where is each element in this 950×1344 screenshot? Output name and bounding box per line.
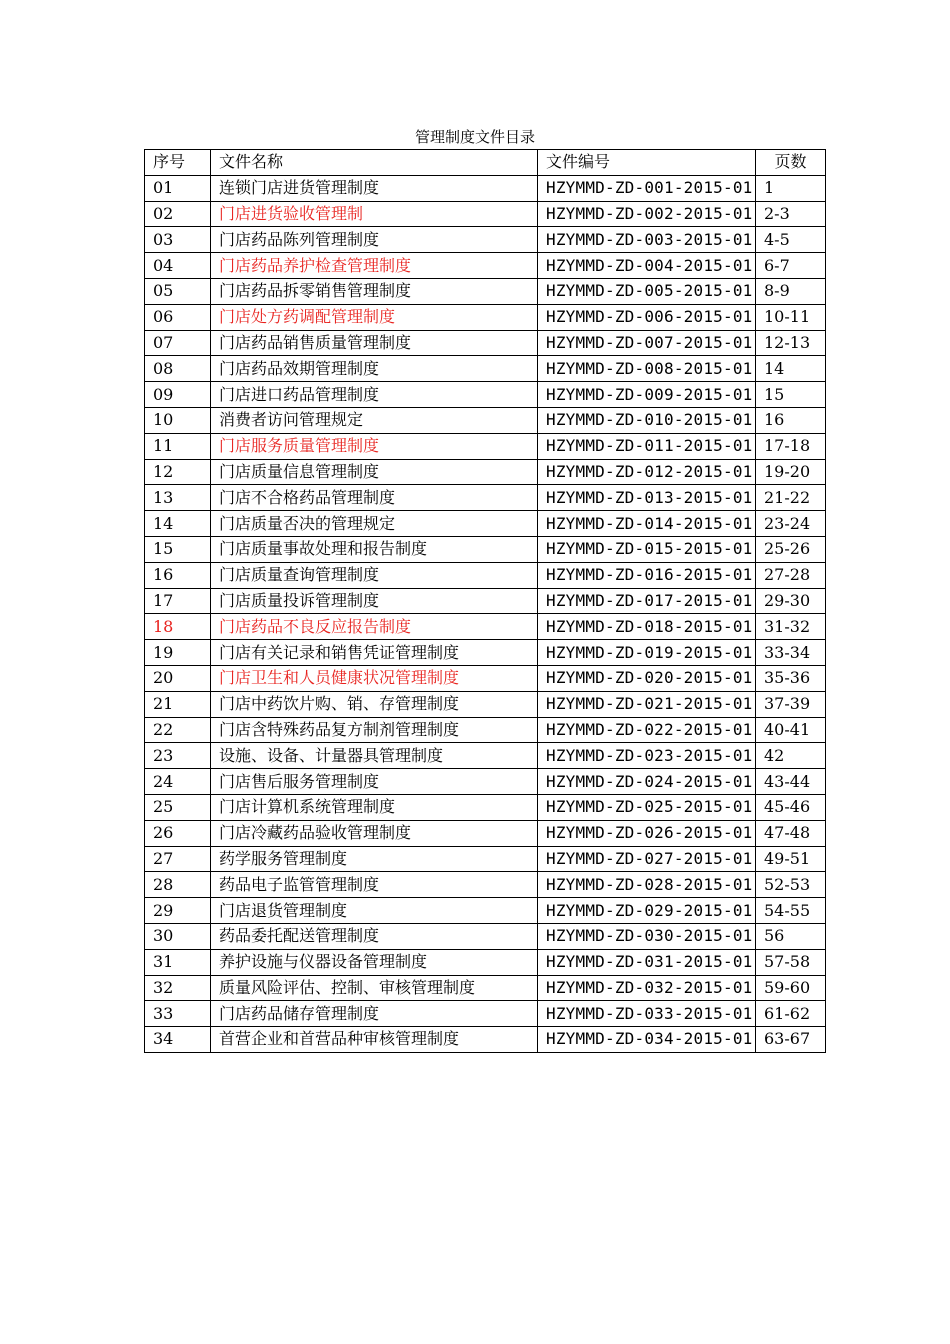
row-page-range: 57-58: [756, 949, 826, 975]
row-serial-number: 24: [145, 769, 211, 795]
row-file-name: 门店进货验收管理制: [211, 201, 538, 227]
row-file-code: HZYMMD-ZD-016-2015-01: [538, 562, 756, 588]
row-page-range: 10-11: [756, 304, 826, 330]
row-file-code: HZYMMD-ZD-032-2015-01: [538, 975, 756, 1001]
row-serial-number: 03: [145, 227, 211, 253]
row-file-code: HZYMMD-ZD-026-2015-01: [538, 820, 756, 846]
row-file-code: HZYMMD-ZD-034-2015-01: [538, 1027, 756, 1053]
row-file-code: HZYMMD-ZD-021-2015-01: [538, 691, 756, 717]
row-file-name: 门店药品储存管理制度: [211, 1001, 538, 1027]
table-row: [145, 407, 826, 433]
row-file-code: HZYMMD-ZD-011-2015-01: [538, 433, 756, 459]
row-page-range: 16: [756, 407, 826, 433]
header-page-count: 页数: [756, 150, 826, 176]
row-serial-number: 11: [145, 433, 211, 459]
row-page-range: 12-13: [756, 330, 826, 356]
row-serial-number: 10: [145, 407, 211, 433]
row-page-range: 2-3: [756, 201, 826, 227]
row-serial-number: 20: [145, 665, 211, 691]
row-file-name: 门店含特殊药品复方制剂管理制度: [211, 717, 538, 743]
row-file-code: HZYMMD-ZD-019-2015-01: [538, 640, 756, 666]
table-row: [145, 382, 826, 408]
row-file-code: HZYMMD-ZD-027-2015-01: [538, 846, 756, 872]
row-page-range: 4-5: [756, 227, 826, 253]
row-file-name: 设施、设备、计量器具管理制度: [211, 743, 538, 769]
row-file-name: 门店处方药调配管理制度: [211, 304, 538, 330]
table-row: [145, 743, 826, 769]
row-file-code: HZYMMD-ZD-017-2015-01: [538, 588, 756, 614]
table-header-row: [145, 150, 826, 176]
row-serial-number: 12: [145, 459, 211, 485]
row-page-range: 21-22: [756, 485, 826, 511]
row-serial-number: 25: [145, 794, 211, 820]
row-file-code: HZYMMD-ZD-014-2015-01: [538, 511, 756, 537]
header-serial-number: 序号: [145, 150, 211, 176]
table-row: [145, 227, 826, 253]
row-page-range: 1: [756, 175, 826, 201]
row-page-range: 27-28: [756, 562, 826, 588]
row-page-range: 56: [756, 923, 826, 949]
row-page-range: 47-48: [756, 820, 826, 846]
row-file-code: HZYMMD-ZD-005-2015-01: [538, 278, 756, 304]
row-file-code: HZYMMD-ZD-022-2015-01: [538, 717, 756, 743]
row-serial-number: 16: [145, 562, 211, 588]
row-file-name: 消费者访问管理规定: [211, 407, 538, 433]
row-page-range: 23-24: [756, 511, 826, 537]
table-row: [145, 872, 826, 898]
row-page-range: 15: [756, 382, 826, 408]
row-file-code: HZYMMD-ZD-003-2015-01: [538, 227, 756, 253]
table-row: [145, 665, 826, 691]
row-file-name: 门店质量投诉管理制度: [211, 588, 538, 614]
row-file-code: HZYMMD-ZD-030-2015-01: [538, 923, 756, 949]
row-file-code: HZYMMD-ZD-024-2015-01: [538, 769, 756, 795]
row-file-name: 门店售后服务管理制度: [211, 769, 538, 795]
row-page-range: 35-36: [756, 665, 826, 691]
row-file-name: 质量风险评估、控制、审核管理制度: [211, 975, 538, 1001]
row-file-name: 养护设施与仪器设备管理制度: [211, 949, 538, 975]
row-file-code: HZYMMD-ZD-031-2015-01: [538, 949, 756, 975]
row-file-code: HZYMMD-ZD-007-2015-01: [538, 330, 756, 356]
table-row: [145, 253, 826, 279]
row-file-code: HZYMMD-ZD-008-2015-01: [538, 356, 756, 382]
row-file-name: 门店药品不良反应报告制度: [211, 614, 538, 640]
row-page-range: 54-55: [756, 898, 826, 924]
table-row: [145, 1001, 826, 1027]
row-page-range: 17-18: [756, 433, 826, 459]
table-body: [145, 175, 826, 1052]
row-serial-number: 06: [145, 304, 211, 330]
row-page-range: 43-44: [756, 769, 826, 795]
row-file-code: HZYMMD-ZD-010-2015-01: [538, 407, 756, 433]
row-file-code: HZYMMD-ZD-006-2015-01: [538, 304, 756, 330]
row-file-code: HZYMMD-ZD-029-2015-01: [538, 898, 756, 924]
row-file-name: 药学服务管理制度: [211, 846, 538, 872]
row-file-name: 门店计算机系统管理制度: [211, 794, 538, 820]
row-file-code: HZYMMD-ZD-020-2015-01: [538, 665, 756, 691]
document-title: 管理制度文件目录: [414, 128, 535, 146]
row-serial-number: 26: [145, 820, 211, 846]
table-row: [145, 717, 826, 743]
header-file-code: 文件编号: [538, 150, 756, 176]
row-serial-number: 32: [145, 975, 211, 1001]
row-file-code: HZYMMD-ZD-012-2015-01: [538, 459, 756, 485]
table-row: [145, 278, 826, 304]
row-file-name: 门店中药饮片购、销、存管理制度: [211, 691, 538, 717]
row-page-range: 8-9: [756, 278, 826, 304]
table-row: [145, 923, 826, 949]
row-file-code: HZYMMD-ZD-013-2015-01: [538, 485, 756, 511]
row-file-name: 门店药品陈列管理制度: [211, 227, 538, 253]
row-serial-number: 14: [145, 511, 211, 537]
row-serial-number: 31: [145, 949, 211, 975]
table-row: [145, 588, 826, 614]
row-file-code: HZYMMD-ZD-009-2015-01: [538, 382, 756, 408]
row-file-code: HZYMMD-ZD-015-2015-01: [538, 536, 756, 562]
row-file-name: 门店质量信息管理制度: [211, 459, 538, 485]
row-page-range: 42: [756, 743, 826, 769]
row-serial-number: 33: [145, 1001, 211, 1027]
row-file-name: 门店卫生和人员健康状况管理制度: [211, 665, 538, 691]
row-serial-number: 34: [145, 1027, 211, 1053]
table-row: [145, 433, 826, 459]
row-serial-number: 18: [145, 614, 211, 640]
row-file-code: HZYMMD-ZD-002-2015-01: [538, 201, 756, 227]
row-file-name: 门店药品效期管理制度: [211, 356, 538, 382]
row-serial-number: 02: [145, 201, 211, 227]
row-serial-number: 21: [145, 691, 211, 717]
row-serial-number: 30: [145, 923, 211, 949]
row-page-range: 14: [756, 356, 826, 382]
table-row: [145, 201, 826, 227]
table-row: [145, 898, 826, 924]
row-page-range: 52-53: [756, 872, 826, 898]
table-row: [145, 536, 826, 562]
row-file-name: 门店药品拆零销售管理制度: [211, 278, 538, 304]
table-row: [145, 459, 826, 485]
row-serial-number: 05: [145, 278, 211, 304]
row-page-range: 19-20: [756, 459, 826, 485]
row-page-range: 40-41: [756, 717, 826, 743]
row-page-range: 49-51: [756, 846, 826, 872]
row-page-range: 25-26: [756, 536, 826, 562]
row-serial-number: 27: [145, 846, 211, 872]
row-file-name: 门店退货管理制度: [211, 898, 538, 924]
row-file-name: 药品委托配送管理制度: [211, 923, 538, 949]
row-page-range: 6-7: [756, 253, 826, 279]
row-serial-number: 04: [145, 253, 211, 279]
row-serial-number: 28: [145, 872, 211, 898]
row-page-range: 45-46: [756, 794, 826, 820]
row-serial-number: 09: [145, 382, 211, 408]
table-row: [145, 640, 826, 666]
row-serial-number: 07: [145, 330, 211, 356]
row-serial-number: 22: [145, 717, 211, 743]
row-page-range: 63-67: [756, 1027, 826, 1053]
table-row: [145, 562, 826, 588]
row-file-code: HZYMMD-ZD-023-2015-01: [538, 743, 756, 769]
table-row: [145, 691, 826, 717]
table-row: [145, 485, 826, 511]
row-page-range: 59-60: [756, 975, 826, 1001]
row-file-name: 门店有关记录和销售凭证管理制度: [211, 640, 538, 666]
row-file-code: HZYMMD-ZD-001-2015-01: [538, 175, 756, 201]
table-row: [145, 820, 826, 846]
row-file-name: 门店质量事故处理和报告制度: [211, 536, 538, 562]
table-row: [145, 175, 826, 201]
row-file-code: HZYMMD-ZD-025-2015-01: [538, 794, 756, 820]
row-serial-number: 01: [145, 175, 211, 201]
row-page-range: 29-30: [756, 588, 826, 614]
file-catalog-table: [144, 149, 826, 1053]
row-page-range: 31-32: [756, 614, 826, 640]
row-serial-number: 23: [145, 743, 211, 769]
table-row: [145, 846, 826, 872]
row-serial-number: 19: [145, 640, 211, 666]
row-serial-number: 15: [145, 536, 211, 562]
row-page-range: 61-62: [756, 1001, 826, 1027]
row-file-name: 药品电子监管管理制度: [211, 872, 538, 898]
row-file-name: 门店不合格药品管理制度: [211, 485, 538, 511]
table-row: [145, 794, 826, 820]
row-file-name: 门店药品养护检查管理制度: [211, 253, 538, 279]
row-serial-number: 17: [145, 588, 211, 614]
table-row: [145, 975, 826, 1001]
row-file-name: 连锁门店进货管理制度: [211, 175, 538, 201]
table-row: [145, 949, 826, 975]
table-row: [145, 614, 826, 640]
table-row: [145, 304, 826, 330]
table-row: [145, 330, 826, 356]
row-file-name: 门店质量查询管理制度: [211, 562, 538, 588]
row-file-name: 门店质量否决的管理规定: [211, 511, 538, 537]
row-page-range: 33-34: [756, 640, 826, 666]
table-row: [145, 356, 826, 382]
table-row: [145, 769, 826, 795]
row-serial-number: 13: [145, 485, 211, 511]
row-serial-number: 29: [145, 898, 211, 924]
row-file-code: HZYMMD-ZD-004-2015-01: [538, 253, 756, 279]
row-file-name: 门店药品销售质量管理制度: [211, 330, 538, 356]
row-file-code: HZYMMD-ZD-028-2015-01: [538, 872, 756, 898]
row-file-code: HZYMMD-ZD-033-2015-01: [538, 1001, 756, 1027]
table-row: [145, 511, 826, 537]
row-file-name: 门店服务质量管理制度: [211, 433, 538, 459]
header-file-name: 文件名称: [211, 150, 538, 176]
row-file-name: 门店冷藏药品验收管理制度: [211, 820, 538, 846]
row-serial-number: 08: [145, 356, 211, 382]
row-file-name: 门店进口药品管理制度: [211, 382, 538, 408]
table-row: [145, 1027, 826, 1053]
row-file-code: HZYMMD-ZD-018-2015-01: [538, 614, 756, 640]
row-file-name: 首营企业和首营品种审核管理制度: [211, 1027, 538, 1053]
row-page-range: 37-39: [756, 691, 826, 717]
